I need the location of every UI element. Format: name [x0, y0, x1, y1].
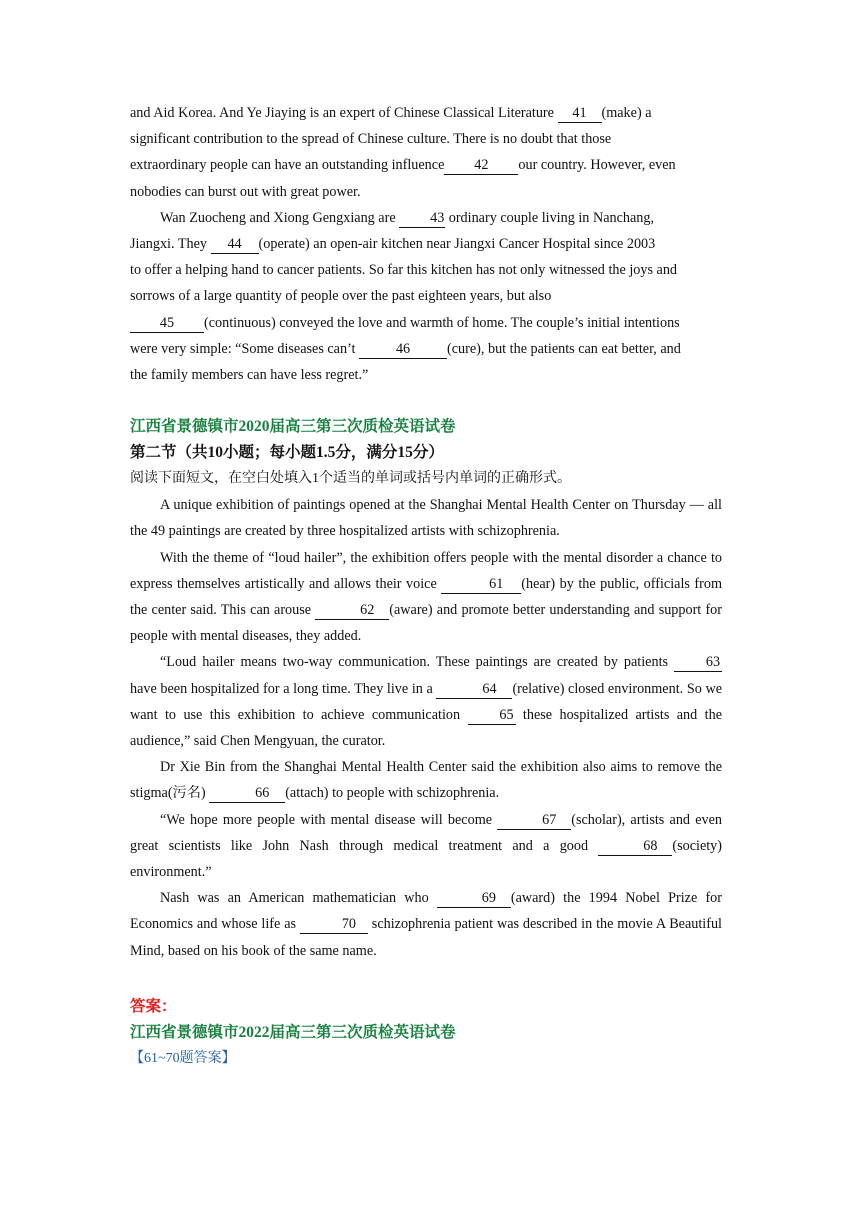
answers-label: 答案： [130, 997, 177, 1015]
blank-62[interactable]: 62 [315, 602, 389, 620]
passage-1-line: the family members can have less regret.” [130, 367, 369, 384]
passage-1-line: Jiangxi. They 44 (operate) an open-air kitchen near Jiangxi Cancer Hospital since 2003 [130, 236, 656, 253]
blank-64[interactable]: 64 [436, 681, 512, 699]
passage-1-paragraph-2: Wan Zuocheng and Xiong Gengxiang are 43 ordinary couple living in Nanchang, [160, 209, 655, 226]
blank-68[interactable]: 68 [598, 838, 672, 856]
section-2-paragraph-4: Dr Xie Bin from the Shanghai Mental Health Center said the exhibition also aims to remove the stigma(污名) 66 (attach) to people with schizophrenia. [130, 759, 722, 802]
blank-43[interactable]: 43 [399, 210, 445, 228]
blank-44[interactable]: 44 [211, 236, 259, 254]
blank-66[interactable]: 66 [209, 785, 285, 803]
answers-section [130, 994, 722, 1072]
section-2-paragraph-2: With the theme of “loud hailer”, the exhibition offers people with the mental disorder a chance to express themselves artistically and allows their voice 61 (hear) by the public, officials from the center said. This can arouse 62 (aware) and promote better understanding and support for people with mental diseases, they added. [130, 549, 722, 645]
blank-41[interactable]: 41 [558, 105, 602, 123]
section-2-instruction: 阅读下面短文，在空白处填入1个适当的单词或括号内单词的正确形式。 [130, 471, 571, 487]
blank-61[interactable]: 61 [441, 576, 521, 594]
section-2-paragraph-6: Nash was an American mathematician who 69 (award) the 1994 Nobel Prize for Economics and whose life as 70 schizophrenia patient was described in the movie A Beautiful Mind, based on his book of the same name. [130, 890, 722, 959]
blank-45[interactable]: 45 [130, 315, 204, 333]
blank-70[interactable]: 70 [300, 916, 368, 934]
section-2-title: 江西省景德镇市2020届高三第三次质检英语试卷 [130, 418, 456, 436]
passage-1-line: 45 (continuous) conveyed the love and warmth of home. The couple’s initial intentions [130, 310, 722, 336]
blank-69[interactable]: 69 [437, 890, 511, 908]
blank-63[interactable]: 63 [674, 654, 722, 672]
passage-1-line: extraordinary people can have an outstanding influence 42 our country. However, even [130, 157, 676, 174]
passage-1-line: and Aid Korea. And Ye Jiaying is an expert of Chinese Classical Literature 41 (make) a [130, 105, 652, 121]
answers-range: 【61~70题答案】 [130, 1050, 236, 1066]
passage-1-line: to offer a helping hand to cancer patients. So far this kitchen has not only witnessed the joys and [130, 262, 678, 279]
answers-title: 江西省景德镇市2022届高三第三次质检英语试卷 [130, 1023, 456, 1041]
blank-46[interactable]: 46 [359, 341, 447, 359]
passage-1 [130, 100, 722, 388]
blank-65[interactable]: 65 [468, 707, 516, 725]
passage-1-line: sorrows of a large quantity of people over the past eighteen years, but also [130, 288, 552, 305]
blank-67[interactable]: 67 [497, 812, 571, 830]
section-2 [130, 414, 722, 964]
blank-42[interactable]: 42 [444, 157, 518, 175]
passage-1-line: significant contribution to the spread of Chinese culture. There is no doubt that those [130, 131, 612, 148]
section-2-paragraph-5: “We hope more people with mental disease will become 67 (scholar), artists and even great scientists like John Nash through medical treatment and a good 68 (society) environment.” [130, 811, 722, 881]
section-2-paragraph-3: “Loud hailer means two-way communication. These paintings are created by patients 63 have been hospitalized for a long time. They live in a 64 (relative) closed environment. So we want to use this exhibition to achieve communication 65 these hospitalized artists and the audience,” said Chen Mengyuan, the curator. [130, 654, 722, 750]
passage-1-line: were very simple: “Some diseases can’t 46 (cure), but the patients can eat better, and [130, 340, 681, 357]
section-2-paragraph-1: A unique exhibition of paintings opened at the Shanghai Mental Health Center on Thursday — all the 49 paintings are created by three hospitalized artists with schizophrenia. [130, 497, 722, 540]
document-page [130, 100, 722, 1072]
section-2-subtitle: 第二节（共10小题；每小题1.5分，满分15分） [130, 444, 444, 462]
passage-1-line: nobodies can burst out with great power. [130, 183, 361, 200]
